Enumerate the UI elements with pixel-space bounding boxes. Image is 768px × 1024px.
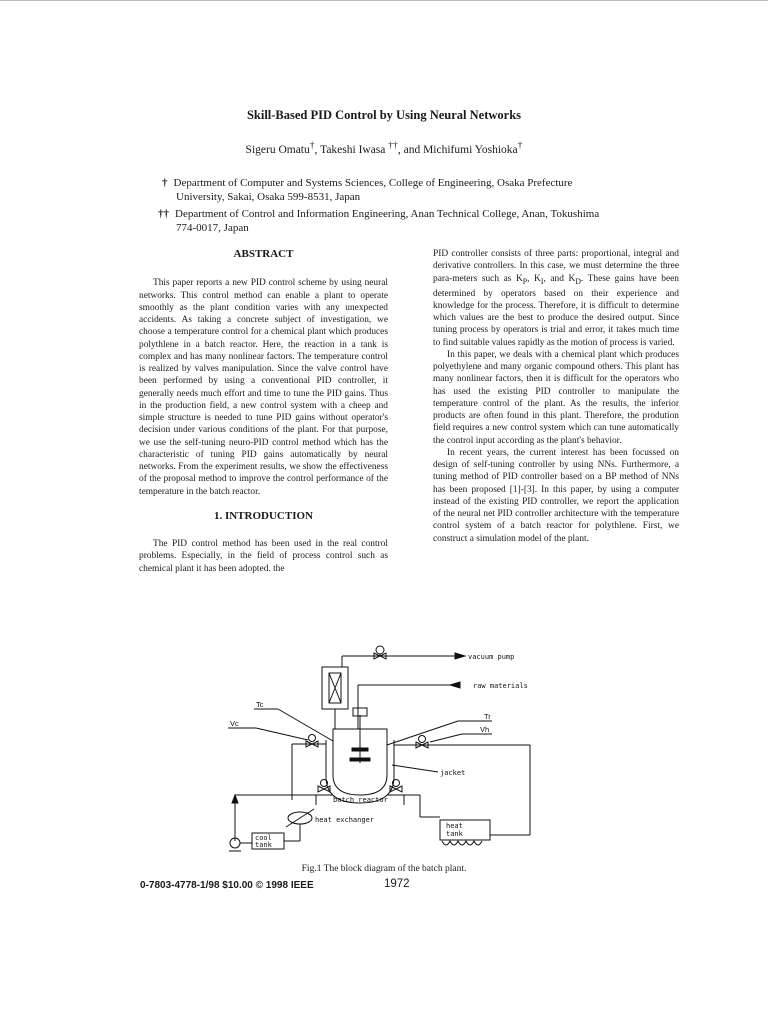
tc-label: Tc [256, 700, 264, 709]
batch-plant-diagram [220, 645, 565, 860]
stirrer-blade [350, 758, 370, 761]
author-mark: † [517, 140, 523, 151]
right-paragraph-1 [433, 248, 679, 349]
author-omatu: Sigeru Omatu [245, 143, 310, 156]
valve-icon [318, 780, 330, 793]
affiliation-mark: † [162, 177, 168, 189]
author-mark: † [309, 140, 315, 151]
stirrer-blade [352, 748, 368, 751]
stirrer-motor [353, 708, 367, 716]
page-number: 1972 [384, 878, 410, 890]
affiliation-line: Department of Computer and Systems Sciences, College of Engineering, Osaka Prefecture [173, 177, 573, 189]
cool-tank-label: tank [255, 841, 272, 849]
author-mark: †† [388, 140, 398, 151]
author-separator: , [314, 143, 321, 156]
heater-coil [442, 841, 482, 845]
figure-caption: Fig.1 The block diagram of the batch plant. [301, 864, 467, 874]
introduction-heading: 1. INTRODUCTION [213, 509, 313, 522]
right-paragraph-2: In this paper, we deals with a chemical plant which produces polyethylene and many organic compound others. This plant has many nonlinear factors, then it is difficult for the operators who has used the existing PID controller to manipulate the temperature control of the plant. As the results, the inferior products are often found in this plant. Therefore, the prodution field requires a new control system which can tune automatically the control input according as the plant's behavior. [433, 349, 679, 446]
valve-icon [390, 780, 402, 793]
heat-exchanger-label: heat exchanger [315, 816, 375, 824]
left-column [139, 248, 388, 575]
gain-subscript: P [522, 276, 528, 286]
author-separator: , and [397, 143, 424, 156]
gain-subscript: D [575, 276, 581, 286]
right-column [433, 248, 679, 545]
author-iwasa: Takeshi Iwasa [320, 143, 386, 156]
batch-plant-figure [220, 645, 565, 860]
raw-materials-arrow [450, 682, 460, 688]
abstract-text: This paper reports a new PID control scheme by using neural networks. This control method can enable a plant to operate smoothly as the plant condition varies with any unexpected accidents. As taking a concrete subject of investigation, we choose a temperature control for a chemical plant which produces polythlene in a batch reactor. Here, the reaction in a tank is complex and has many nonlinear factors. The temperature control is realized by valves manipulation. Since the valve control have been performed by using a conventional PID controller, it generally needs much effort and time to tune the PID gains. Thus in the production field, a new control system with a cheep and simple structure is needed to tune PID gains without operator's decision under various conditions of the plant. For that purpose, we use the self-tuning neuro-PID control method which has the characteristic of tuning PID gains automatically by neural networks. From the experiment results, we show the effectiveness of the proposal method to improve the control performance of the temperature in the batch reactor. [139, 278, 388, 497]
cool-tank-label: cool [255, 834, 272, 842]
top-border [0, 0, 768, 1]
introduction-text: The PID control method has been used in the real control problems. Especially, in the field of process control such as chemical plant it has been adopted. the [139, 539, 388, 574]
affiliation-2 [158, 207, 648, 235]
author-line [0, 140, 768, 156]
vacuum-arrow [455, 653, 465, 659]
heat-tank-label: heat [446, 822, 463, 830]
jacket-label: jacket [440, 769, 466, 777]
flow-arrow [232, 795, 238, 803]
text-run: , K [527, 273, 541, 284]
paper-title: Skill-Based PID Control by Using Neural Networks [246, 108, 522, 122]
heat-tank-label: tank [446, 830, 463, 838]
copyright-footer: 0-7803-4778-1/98 $10.00 © 1998 IEEE [140, 880, 314, 891]
vh-label: Vh [480, 725, 490, 734]
abstract-heading: ABSTRACT [233, 248, 294, 260]
gain-subscript: I [540, 276, 544, 286]
valve-icon [306, 735, 318, 748]
affiliation-1 [162, 176, 642, 204]
text-run: . These gains have been determined by operators based on their experience and knowledge for the process. Therefore, it is difficult to determine which values are the best to produce the desired output. Since tuning process by operators is trial and error, it takes much time to find suitable values rapidly as the motion of process is varied. [433, 273, 679, 348]
right-paragraph-3: In recent years, the current interest has been focussed on design of self-tuning controller by using NNs. Furthermore, a tuning method of PID controller based on a BP method of NNs has been proposed [1]-[3]. In this paper, by using a computer instead of the existing PID controller, we report the application of the neural net PID controller architecture with the temperature control system of a batch reactor for polythlene. First, we construct a simulation model of the plant. [433, 447, 679, 544]
vc-label: Vc [230, 719, 239, 728]
valve-icon [416, 736, 428, 749]
batch-reactor-label: batch reactor [333, 796, 388, 804]
text-run: , and K [543, 273, 576, 284]
vacuum-pump-label: vacuum pump [468, 653, 515, 661]
raw-materials-label: raw materials [473, 682, 528, 690]
affiliation-line: Department of Control and Information Engineering, Anan Technical College, Anan, Tokushima [175, 208, 600, 220]
affiliation-line: University, Sakai, Osaka 599-8531, Japan [176, 191, 361, 203]
affiliation-line: 774-0017, Japan [176, 222, 249, 234]
text-run: PID controller consists of three parts: proportional, integral and derivative controllers. In this case, we must determine the three para-meters such as K [433, 249, 679, 284]
tr-label: Tr [484, 712, 491, 721]
valve-icon [374, 646, 386, 659]
affiliation-mark: †† [158, 208, 169, 220]
author-yoshioka: Michifumi Yoshioka [423, 143, 518, 156]
